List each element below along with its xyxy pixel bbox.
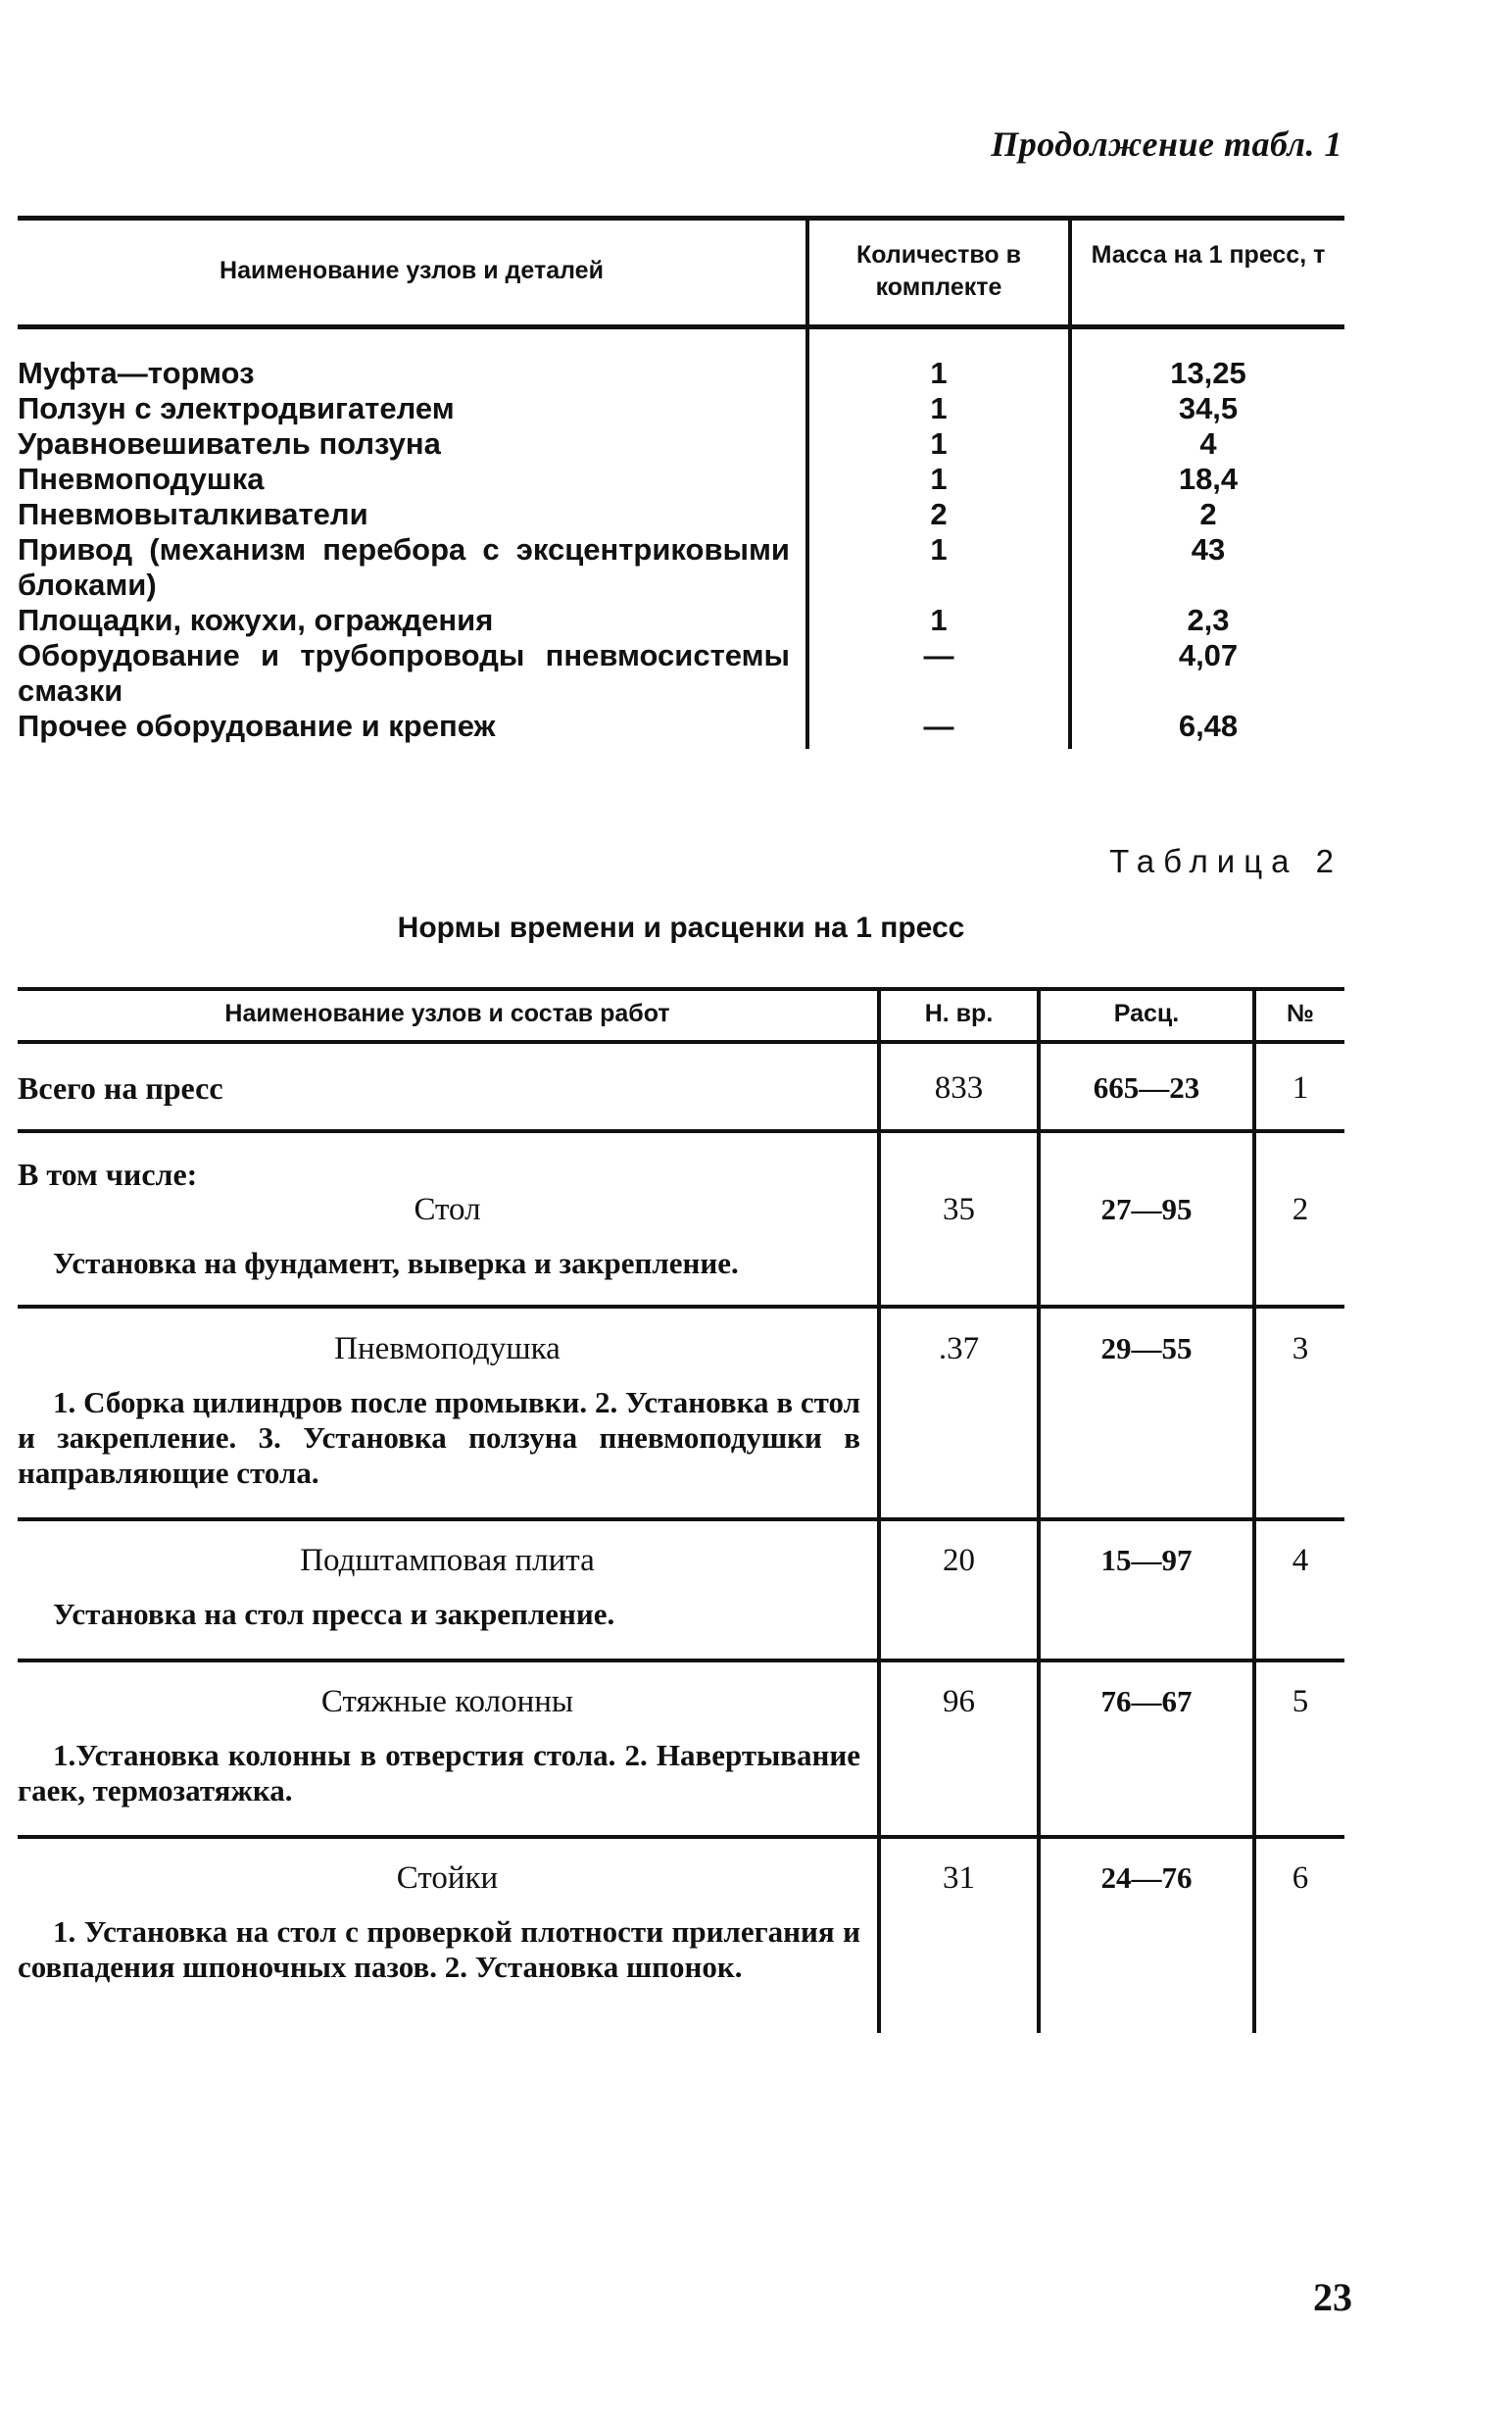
block-num: 6 bbox=[1292, 1860, 1309, 1896]
block-norm: 96 bbox=[943, 1684, 975, 1719]
row-mass: 34,5 bbox=[1178, 391, 1239, 425]
table-row bbox=[18, 532, 1344, 603]
table-1-header-qty: Количество в комплекте bbox=[855, 241, 1022, 301]
block-norm: 31 bbox=[943, 1860, 975, 1896]
table-2-header-name: Наименование узлов и состав работ bbox=[224, 1000, 670, 1027]
table-row bbox=[18, 603, 1344, 638]
row-name: Привод (механизм перебора с эксцентриковыми блоками) bbox=[18, 532, 790, 602]
row-mass: 6,48 bbox=[1178, 709, 1239, 743]
row-mass: 4,07 bbox=[1178, 638, 1239, 672]
row-qty: 1 bbox=[930, 603, 948, 637]
total-num: 1 bbox=[1292, 1070, 1309, 1106]
table-2-header-rule bbox=[18, 1040, 1344, 1044]
block-title: Пневмоподушка bbox=[334, 1331, 561, 1366]
row-name: Уравновешиватель ползуна bbox=[18, 426, 441, 461]
table-2-row-rule bbox=[18, 1659, 1344, 1662]
block-description: Установка на фундамент, выверка и закрепление. bbox=[53, 1246, 739, 1280]
block-title: Стойки bbox=[396, 1860, 499, 1896]
block-rate: 15—97 bbox=[1100, 1543, 1193, 1577]
block-rate: 27—95 bbox=[1100, 1192, 1193, 1226]
table-2-top-rule bbox=[18, 987, 1344, 991]
row-qty: 1 bbox=[930, 356, 948, 390]
table-2-header-rate: Расц. bbox=[1113, 1000, 1180, 1027]
table-1-top-rule bbox=[18, 216, 1344, 221]
row-qty: 1 bbox=[930, 391, 948, 425]
including-label: В том числе: bbox=[18, 1157, 198, 1192]
row-name: Пневмовыталкиватели bbox=[18, 497, 368, 531]
table-2-header-norm: Н. вр. bbox=[924, 1000, 994, 1027]
row-mass: 2,3 bbox=[1187, 603, 1230, 637]
table-row bbox=[18, 497, 1344, 532]
table-2-title: Нормы времени и расценки на 1 пресс bbox=[397, 912, 965, 944]
block-rate: 29—55 bbox=[1100, 1331, 1193, 1365]
block-description: 1. Сборка цилиндров после промывки. 2. Установка в стол и закрепление. 3. Установка ползуна пневмоподушки в направляющие стола. bbox=[18, 1385, 860, 1490]
table-row bbox=[18, 638, 1344, 709]
row-qty: 1 bbox=[930, 462, 948, 496]
block-rate: 24—76 bbox=[1100, 1860, 1193, 1895]
block-rate: 76—67 bbox=[1100, 1684, 1193, 1718]
row-name: Оборудование и трубопроводы пневмосистемы смазки bbox=[18, 638, 790, 708]
table-row bbox=[18, 391, 1344, 426]
block-title: Стяжные колонны bbox=[320, 1684, 574, 1719]
table-2-row-rule bbox=[18, 1305, 1344, 1309]
row-mass: 2 bbox=[1199, 497, 1217, 531]
block-description: Установка на стол пресса и закрепление. bbox=[53, 1597, 615, 1631]
total-norm: 833 bbox=[934, 1070, 984, 1106]
table-2-header-num: № bbox=[1287, 1000, 1314, 1027]
row-mass: 43 bbox=[1191, 532, 1226, 567]
row-name: Площадки, кожухи, ограждения bbox=[18, 603, 494, 637]
table-1-body bbox=[18, 356, 1344, 744]
row-name: Ползун с электродвигателем bbox=[18, 391, 455, 425]
block-norm: 35 bbox=[943, 1192, 975, 1227]
table-1-header-mass: Масса на 1 пресс, т bbox=[1091, 241, 1326, 269]
table-row bbox=[18, 356, 1344, 391]
row-qty: 1 bbox=[930, 426, 948, 461]
total-rate: 665—23 bbox=[1093, 1070, 1200, 1105]
row-name: Прочее оборудование и крепеж bbox=[18, 709, 496, 743]
row-name: Пневмоподушка bbox=[18, 462, 265, 496]
row-qty: 2 bbox=[930, 497, 948, 531]
block-num: 5 bbox=[1292, 1684, 1309, 1719]
block-num: 3 bbox=[1292, 1331, 1309, 1366]
block-norm: .37 bbox=[938, 1331, 980, 1366]
row-qty: 1 bbox=[930, 532, 948, 567]
table-row bbox=[18, 1069, 1344, 1128]
block-title: Стол bbox=[414, 1192, 481, 1227]
block-norm: 20 bbox=[943, 1543, 975, 1578]
table-2-column-divider bbox=[1252, 1129, 1256, 2033]
block-description: 1.Установка колонны в отверстия стола. 2. Навертывание гаек, термозатяжка. bbox=[18, 1738, 860, 1808]
block-num: 2 bbox=[1292, 1192, 1309, 1227]
table-2-row-rule bbox=[18, 1129, 1344, 1133]
total-label: Всего на пресс bbox=[18, 1070, 223, 1106]
table-row bbox=[18, 462, 1344, 497]
table-1-header-rule bbox=[18, 324, 1344, 329]
row-name: Муфта—тормоз bbox=[18, 356, 255, 390]
block-description: 1. Установка на стол с проверкой плотности прилегания и совпадения шпоночных пазов. 2. Установка шпонок. bbox=[18, 1914, 860, 1984]
table-2-row-rule bbox=[18, 1517, 1344, 1521]
table-2-row-rule bbox=[18, 1835, 1344, 1839]
table-row bbox=[18, 709, 1344, 744]
block-title: Подштамповая плита bbox=[300, 1543, 595, 1578]
table-1-header-name: Наименование узлов и деталей bbox=[219, 257, 604, 284]
row-mass: 13,25 bbox=[1170, 356, 1246, 390]
block-num: 4 bbox=[1292, 1543, 1309, 1578]
continuation-title: Продолжение табл. 1 bbox=[991, 124, 1342, 164]
page-number: 23 bbox=[1313, 2275, 1352, 2319]
row-mass: 18,4 bbox=[1178, 462, 1239, 496]
row-qty: — bbox=[923, 709, 954, 743]
table-2-label: Таблица 2 bbox=[1109, 843, 1342, 879]
table-row bbox=[18, 426, 1344, 462]
row-qty: — bbox=[923, 638, 954, 672]
row-mass: 4 bbox=[1199, 426, 1217, 461]
